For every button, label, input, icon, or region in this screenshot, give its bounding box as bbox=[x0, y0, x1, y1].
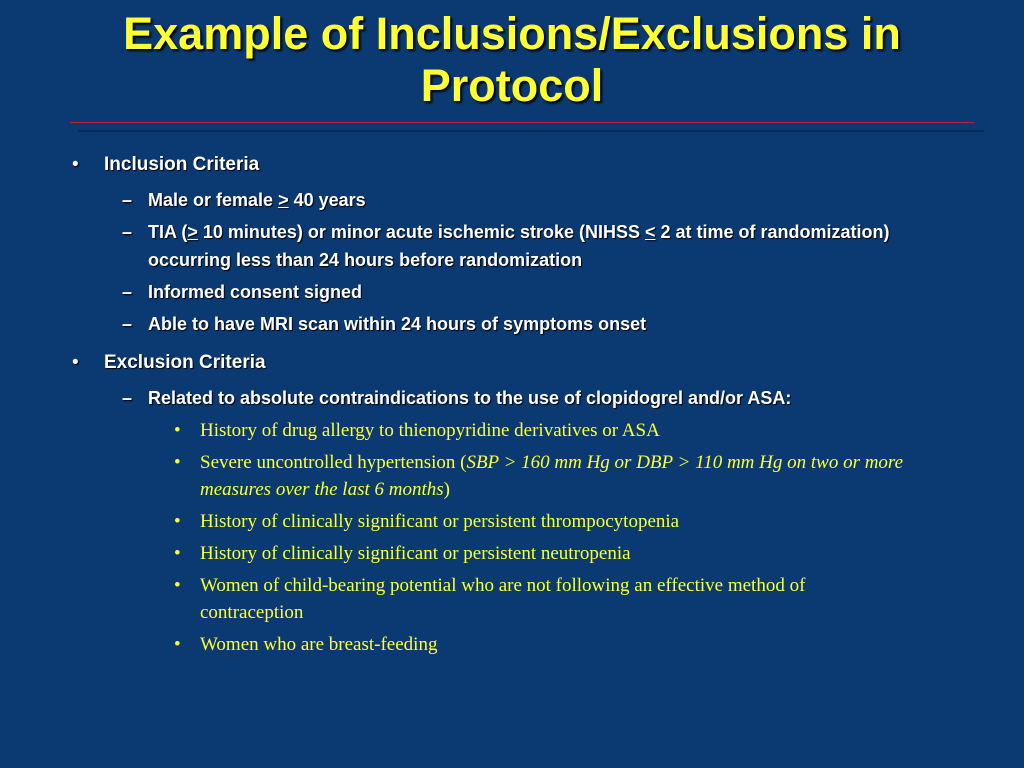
less-equal-symbol: < bbox=[644, 222, 656, 242]
bullet-icon: • bbox=[72, 352, 79, 373]
exclusion-item-hypertension bbox=[70, 449, 920, 503]
title-line-2: Protocol bbox=[420, 60, 604, 111]
inclusion-item-text: Able to have MRI scan within 24 hours of symptoms onset bbox=[148, 314, 647, 334]
bullet-icon: • bbox=[174, 575, 181, 596]
exclusion-item-text bbox=[200, 449, 910, 503]
inclusion-item-mri bbox=[70, 310, 920, 338]
exclusion-item-neutropenia bbox=[70, 540, 920, 567]
exclusion-heading-text: Exclusion Criteria bbox=[104, 352, 266, 373]
text-run: Male or female bbox=[148, 190, 279, 210]
exclusion-item-text: History of clinically significant or persistent thrompocytopenia bbox=[200, 511, 680, 532]
bullet-icon: • bbox=[174, 452, 181, 473]
text-run: TIA ( bbox=[148, 222, 188, 242]
bullet-icon: • bbox=[174, 543, 181, 564]
inclusion-item-text bbox=[148, 186, 918, 214]
inclusion-item-text bbox=[148, 218, 918, 274]
exclusion-item-text: Women who are breast-feeding bbox=[200, 634, 438, 655]
inclusion-item-tia bbox=[70, 218, 920, 274]
inclusion-item-consent bbox=[70, 278, 920, 306]
exclusion-criteria-heading bbox=[70, 348, 920, 378]
slide-title bbox=[40, 8, 984, 112]
exclusion-item-text: History of clinically significant or persistent neutropenia bbox=[200, 543, 631, 564]
inclusion-item-text: Informed consent signed bbox=[148, 282, 363, 302]
exclusion-item-text: History of drug allergy to thienopyridine derivatives or ASA bbox=[200, 420, 660, 441]
dash-icon: – bbox=[122, 388, 133, 408]
exclusion-item-thrombocytopenia bbox=[70, 508, 920, 535]
greater-equal-symbol: > bbox=[278, 190, 289, 210]
text-run: Severe uncontrolled hypertension ( bbox=[200, 452, 467, 473]
title-divider bbox=[70, 122, 974, 123]
bullet-icon: • bbox=[72, 154, 79, 175]
exclusion-subheading bbox=[70, 384, 920, 412]
bullet-icon: • bbox=[174, 634, 181, 655]
text-run: ) bbox=[443, 479, 450, 500]
bullet-icon: • bbox=[174, 511, 181, 532]
inclusion-heading-text: Inclusion Criteria bbox=[104, 154, 260, 175]
dash-icon: – bbox=[122, 190, 133, 210]
title-line-1: Example of Inclusions/Exclusions in bbox=[123, 8, 901, 59]
text-run: 40 years bbox=[288, 190, 366, 210]
title-divider-shadow bbox=[78, 130, 984, 132]
inclusion-criteria-heading bbox=[70, 150, 920, 180]
exclusion-item-text: Women of child-bearing potential who are not following an effective method of contraception bbox=[200, 575, 806, 623]
text-run: 10 minutes) or minor acute ischemic stroke (NIHSS bbox=[197, 222, 645, 242]
greater-equal-symbol: > bbox=[187, 222, 198, 242]
exclusion-item-drug-allergy bbox=[70, 417, 920, 444]
exclusion-item-contraception bbox=[70, 572, 920, 626]
bullet-icon: • bbox=[174, 420, 181, 441]
exclusion-subheading-text: Related to absolute contraindications to the use of clopidogrel and/or ASA: bbox=[148, 388, 792, 408]
inclusion-item-age bbox=[70, 186, 920, 214]
italic-text-run: SBP > 160 mm Hg or DBP > 110 mm Hg on two or more measures over the last 6 months bbox=[200, 452, 904, 500]
dash-icon: – bbox=[122, 314, 133, 334]
dash-icon: – bbox=[122, 222, 133, 242]
exclusion-item-breast-feeding bbox=[70, 631, 920, 658]
dash-icon: – bbox=[122, 282, 133, 302]
text-run: 2 at time of randomization) occurring less than 24 hours before randomization bbox=[148, 222, 890, 270]
slide-body bbox=[70, 150, 920, 658]
